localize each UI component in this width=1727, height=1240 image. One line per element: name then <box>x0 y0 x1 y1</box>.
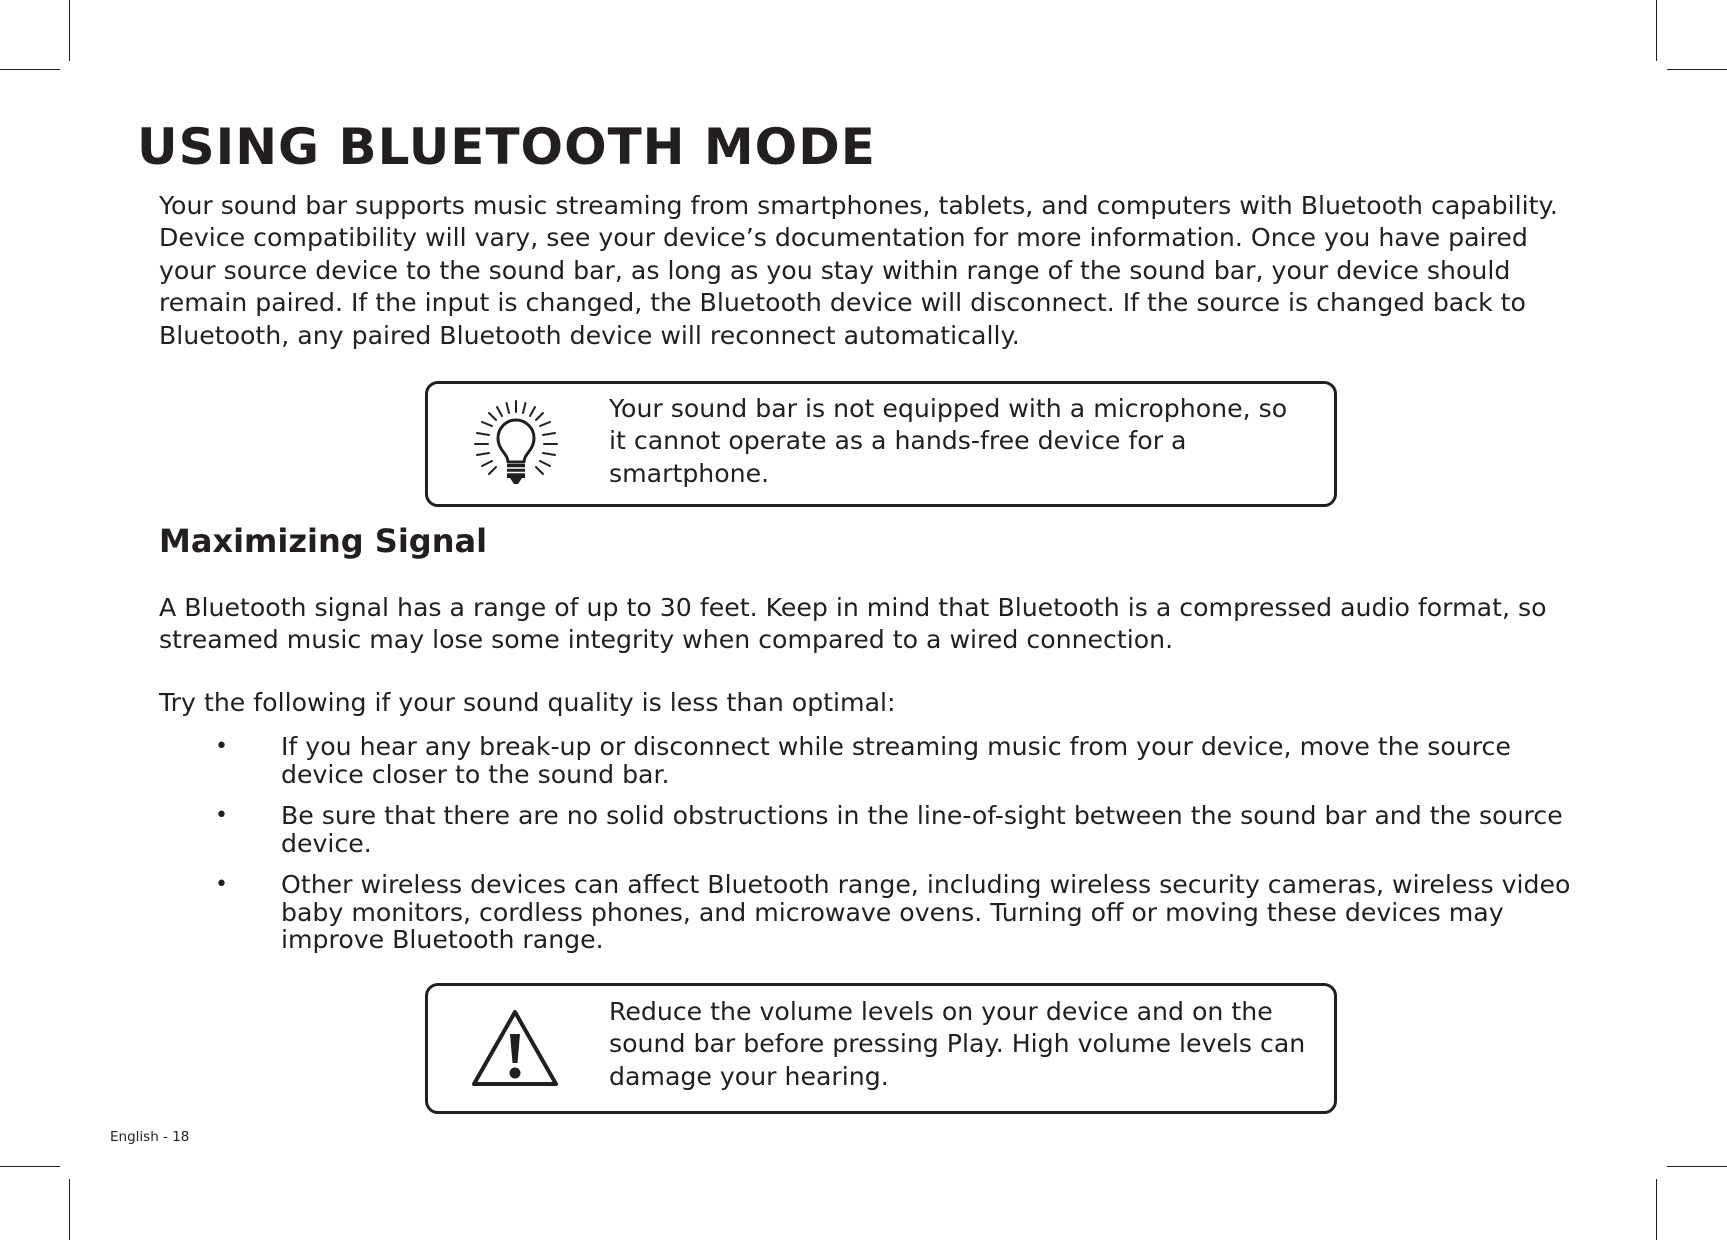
list-item-text: If you hear any break-up or disconnect while streaming music from your device, move the source device closer to the sound bar. <box>281 732 1511 789</box>
bullet-glyph: • <box>215 803 228 828</box>
list-item-text: Be sure that there are no solid obstructions in the line-of-sight between the sound bar and the source device. <box>281 801 1563 858</box>
section-heading: Maximizing Signal <box>159 522 488 560</box>
page-number: English - 18 <box>110 1129 190 1145</box>
warning-text: Reduce the volume levels on your device and on the sound bar before pressing Play. High volume levels can damage your hearing. <box>609 997 1306 1091</box>
bullet-glyph: • <box>215 872 228 897</box>
warning-callout <box>425 983 1337 1114</box>
intro-paragraph: Your sound bar supports music streaming from smartphones, tablets, and computers with Bluetooth capability. Device compatibility will vary, see your device’s documentation for more information. Once you have paired your source device to the sound bar, as long as you stay within range of the sound bar, your device should remain paired. If the input is changed, the Bluetooth device will disconnect. If the source is changed back to Bluetooth, any paired Bluetooth device will reconnect automatically. <box>159 191 1558 350</box>
lead-in-text: Try the following if your sound quality is less than optimal: <box>159 688 896 717</box>
bullet-glyph: • <box>215 734 228 759</box>
page-title: USING BLUETOOTH MODE <box>137 118 876 176</box>
crop-mark <box>69 0 70 61</box>
crop-mark <box>69 1179 70 1240</box>
list-item-text: Other wireless devices can affect Bluetooth range, including wireless security cameras, wireless video baby monitors, cordless phones, and microwave ovens. Turning off or moving these devices may improve Bluetooth range. <box>281 870 1571 954</box>
section-paragraph: A Bluetooth signal has a range of up to 30 feet. Keep in mind that Bluetooth is a compressed audio format, so streamed music may lose some integrity when compared to a wired connection. <box>159 593 1547 655</box>
crop-mark <box>1656 1179 1657 1240</box>
tip-text: Your sound bar is not equipped with a microphone, so it cannot operate as a hands-free device for a smartphone. <box>609 394 1288 488</box>
warning-icon <box>470 1008 560 1092</box>
crop-mark <box>1667 69 1727 70</box>
crop-mark <box>1667 1166 1727 1167</box>
lightbulb-icon <box>470 398 562 494</box>
tip-callout <box>425 381 1337 507</box>
crop-mark <box>0 1166 60 1167</box>
crop-mark <box>1656 0 1657 61</box>
crop-mark <box>0 69 60 70</box>
